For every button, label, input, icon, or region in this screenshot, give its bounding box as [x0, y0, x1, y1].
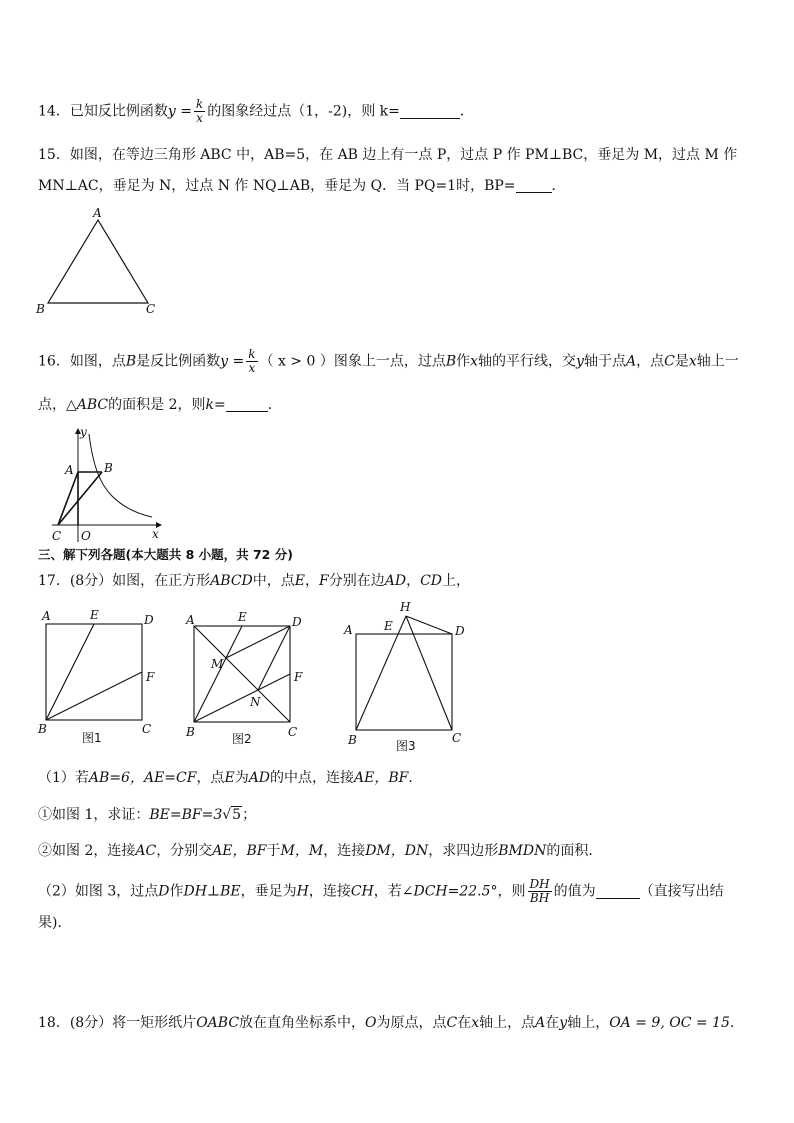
label-m: M: [211, 657, 224, 671]
segment-ch: [406, 616, 452, 730]
question-17-part-2-line-2: 果)．: [38, 915, 72, 931]
triangle-abc: [48, 220, 148, 303]
answer-blank-15[interactable]: [516, 178, 552, 193]
fraction-dh-over-bh: $\frac{DH}{BH}$: [529, 877, 550, 905]
fraction-k-over-x: $\frac{k}{x}$: [195, 97, 204, 125]
label-a: A: [65, 463, 74, 477]
question-18: 18．(8分）将一矩形纸片OABC放在直角坐标系中，O为原点，点C在x轴上，点A在y轴上，OA = 9, OC = 15.: [38, 1015, 735, 1031]
question-16-line-1: 16．如图，点B是反比例函数y = $\frac{k}{x}$ （ x > 0 ）图象上一点，过点B作x轴的平行线，交y轴于点A，点C是x轴上一: [38, 347, 739, 375]
segment-bf: [46, 672, 142, 720]
question-15-line-1: 15．如图，在等边三角形 ABC 中，AB=5，在 AB 边上有一点 P，过点 P 作 PM⊥BC，垂足为 M，过点 M 作: [38, 147, 738, 163]
label-b: B: [38, 722, 47, 736]
label-c: C: [146, 302, 156, 316]
question-16-line-2: 点，△ABC的面积是 2，则k= ．: [38, 397, 282, 413]
figure-equilateral-triangle: [30, 204, 170, 319]
answer-blank-16[interactable]: [226, 397, 268, 412]
label-a: A: [344, 623, 353, 637]
answer-blank-14[interactable]: [400, 104, 460, 119]
label-a: A: [42, 609, 51, 623]
label-b: B: [36, 302, 45, 316]
question-17-sub-2: ②如图 2，连接AC，分别交AE，BF于M，M，连接DM，DN，求四边形BMDN的面积．: [38, 843, 603, 859]
fraction-k-over-x: $\frac{k}{x}$: [248, 347, 256, 375]
label-h: H: [400, 600, 411, 614]
figure-hyperbola-axes: [48, 426, 178, 546]
square-abcd: [46, 624, 142, 720]
label-f: F: [146, 670, 155, 684]
segment-bf: [194, 674, 290, 722]
segment-dh: [406, 616, 452, 634]
answer-blank-17[interactable]: [596, 884, 640, 899]
diagonal-ac: [194, 626, 290, 722]
segment-dm: [226, 626, 290, 658]
label-b: B: [348, 733, 357, 747]
label-e: E: [90, 608, 99, 622]
label-x: x: [152, 527, 159, 541]
segment-cb: [58, 472, 102, 525]
segment-be: [46, 624, 94, 720]
figure-3: [342, 598, 472, 756]
caption-fig-1: 图1: [82, 731, 102, 745]
label-c: C: [288, 725, 298, 739]
segment-bh: [356, 616, 406, 730]
label-d: D: [455, 624, 465, 638]
figure-2: [184, 606, 308, 746]
segment-be: [194, 626, 242, 722]
segment-ca: [58, 472, 78, 525]
caption-fig-2: 图2: [232, 732, 252, 746]
sqrt-sign: √: [222, 807, 232, 823]
question-15-line-2: MN⊥AC，垂足为 N，过点 N 作 NQ⊥AB，垂足为 Q．当 PQ=1时，BP= ．: [38, 178, 566, 194]
label-y: y: [80, 425, 87, 439]
label-b: B: [186, 725, 195, 739]
segment-dn: [258, 626, 290, 690]
label-c: C: [52, 529, 62, 543]
label-c: C: [142, 722, 152, 736]
label-e: E: [384, 619, 393, 633]
question-17-sub-1: ①如图 1，求证：BE=BF=3√5；: [38, 807, 257, 823]
question-17-part-2: （2）如图 3，过点D作DH⊥BE，垂足为H，连接CH，若∠DCH=22.5°，则 $\frac{DH}{BH}$ 的值为 （直接写出结: [38, 877, 724, 905]
section-3-heading: 三、解下列各题(本大题共 8 小题，共 72 分): [38, 547, 293, 562]
label-d: D: [292, 615, 302, 629]
question-14: 14．已知反比例函数y = $\frac{k}{x}$ 的图象经过点（1，-2)，则 k= ．: [38, 97, 474, 125]
label-a: A: [186, 613, 195, 627]
label-a: A: [93, 206, 102, 220]
question-17-part-1: （1）若AB=6，AE=CF，点E为AD的中点，连接AE，BF．: [38, 770, 423, 786]
label-b: B: [104, 461, 113, 475]
square-abcd: [356, 634, 452, 730]
label-d: D: [144, 613, 154, 627]
label-e: E: [238, 610, 247, 624]
label-c: C: [452, 731, 462, 745]
caption-fig-3: 图3: [396, 739, 416, 753]
question-17-intro: 17．(8分）如图，在正方形ABCD中，点E，F分别在边AD，CD上，: [38, 573, 471, 589]
label-o: O: [81, 529, 91, 543]
label-f: F: [294, 670, 303, 684]
label-n: N: [250, 695, 261, 709]
figure-1: [36, 606, 160, 746]
